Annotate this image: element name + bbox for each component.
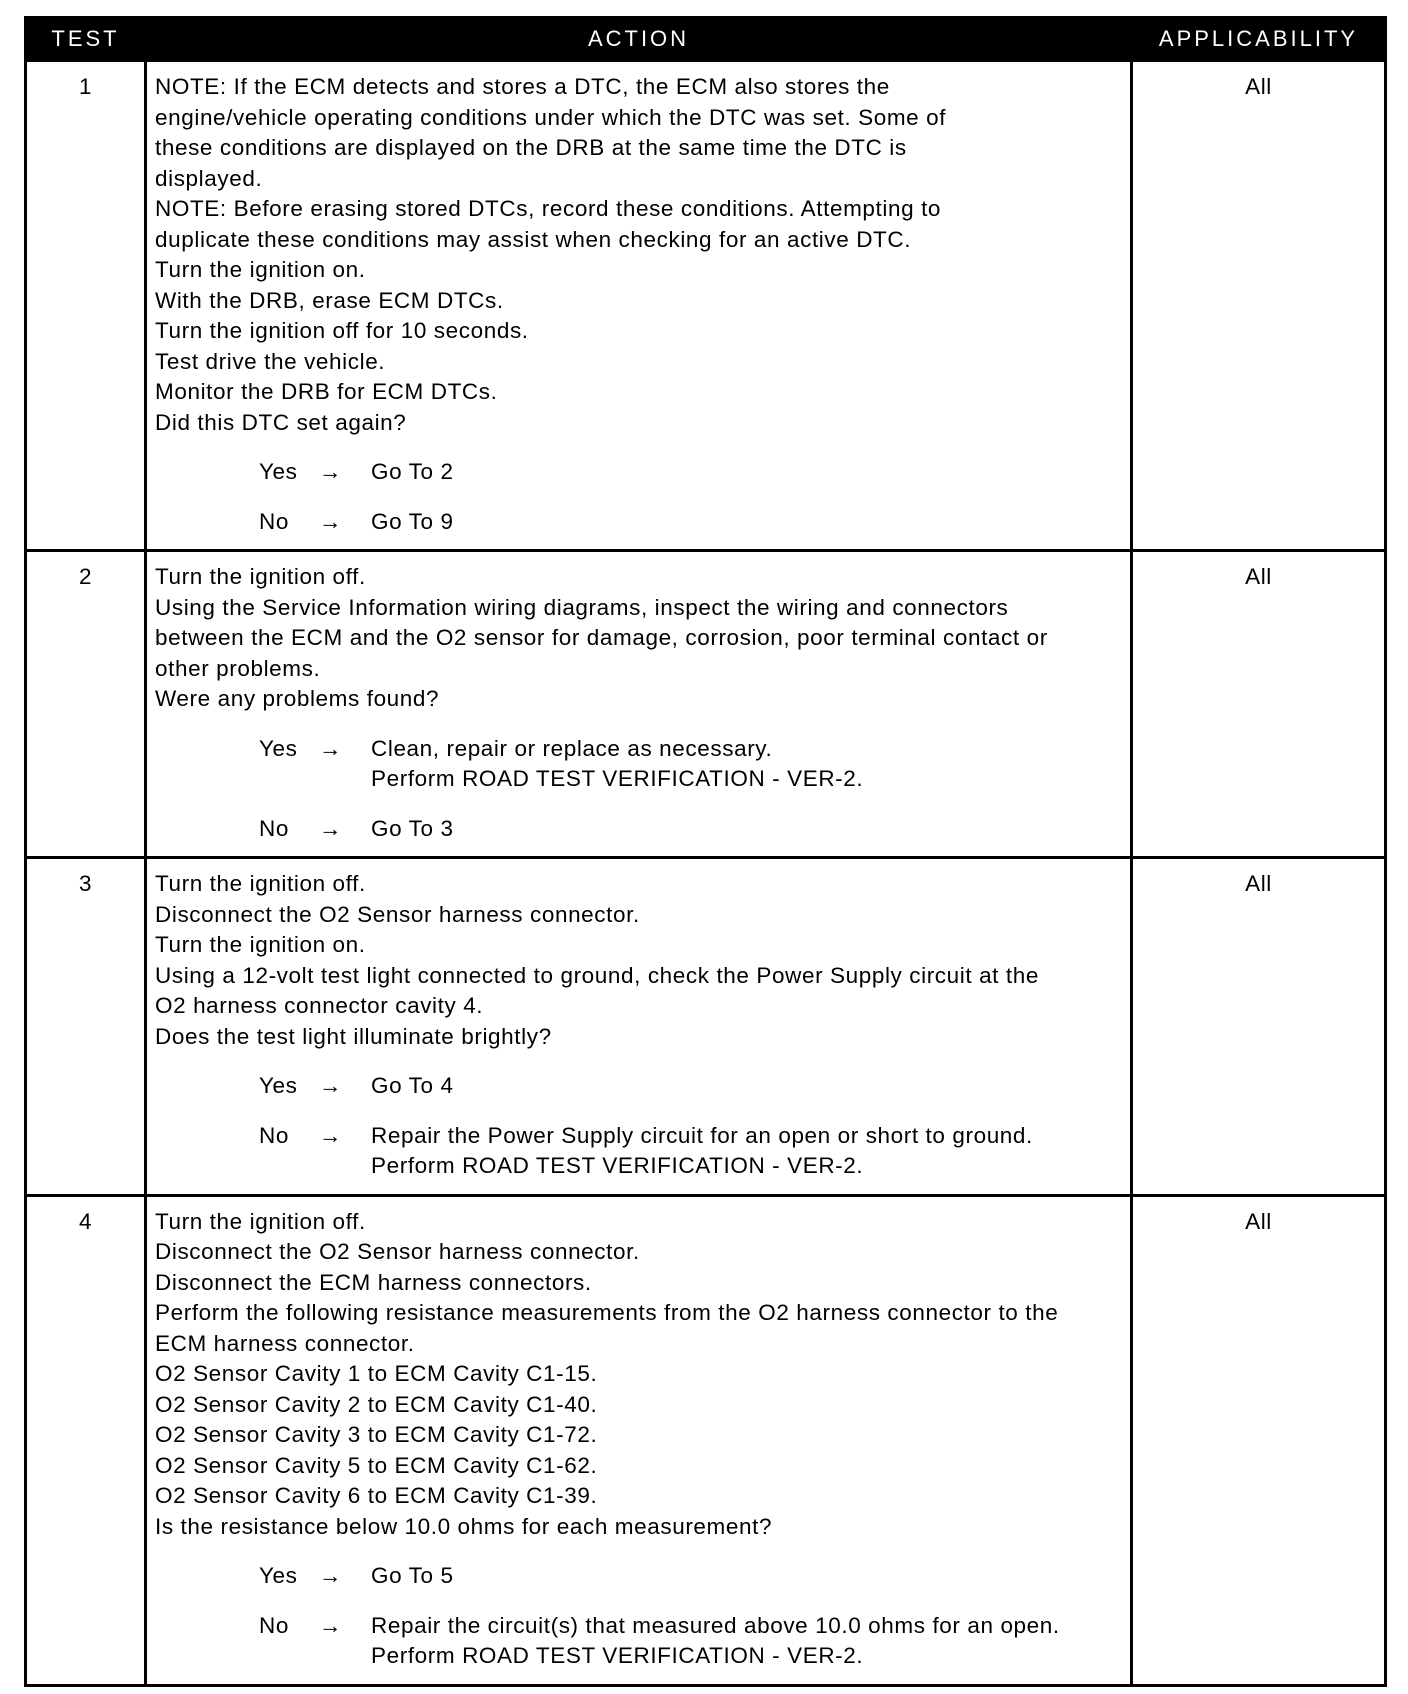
branch-result	[371, 1561, 1124, 1592]
diagnostic-test-table	[24, 16, 1387, 1687]
applicability-cell: All	[1132, 61, 1386, 551]
branch-result	[371, 1611, 1124, 1672]
table-row	[26, 551, 1386, 858]
test-number: 4	[26, 1195, 146, 1685]
branch-result-line: Go To 5	[371, 1563, 454, 1588]
test-number: 3	[26, 858, 146, 1196]
applicability-cell: All	[1132, 551, 1386, 858]
action-line: between the ECM and the O2 sensor for damage, corrosion, poor terminal contact or	[155, 625, 1048, 650]
branch-result-line: Perform ROAD TEST VERIFICATION - VER-2.	[371, 1643, 864, 1668]
action-line: O2 Sensor Cavity 1 to ECM Cavity C1-15.	[155, 1361, 598, 1386]
action-line: O2 Sensor Cavity 2 to ECM Cavity C1-40.	[155, 1391, 598, 1417]
branch-result	[371, 1071, 1124, 1102]
action-line: Turn the ignition on.	[155, 257, 366, 282]
branch-result-line: Go To 2	[371, 459, 454, 484]
branch-result-line: Repair the Power Supply circuit for an open or short to ground.	[371, 1122, 1033, 1148]
action-line: Disconnect the ECM harness connectors.	[155, 1269, 592, 1295]
arrow-icon: →	[319, 815, 343, 841]
branch-result-line: Perform ROAD TEST VERIFICATION - VER-2.	[371, 766, 864, 791]
action-line: Disconnect the O2 Sensor harness connector.	[155, 901, 640, 927]
action-line: NOTE: If the ECM detects and stores a DTC, the ECM also stores the	[155, 74, 890, 99]
table-row	[26, 858, 1386, 1196]
branch-result-line: Repair the circuit(s) that measured above 10.0 ohms for an open.	[371, 1612, 1060, 1638]
table-row	[26, 1195, 1386, 1685]
action-cell	[146, 551, 1132, 858]
arrow-icon: →	[319, 459, 343, 484]
decision-branch	[259, 734, 1124, 795]
branch-label: Yes	[259, 1563, 298, 1588]
decision-branch	[259, 814, 1124, 845]
action-line: Perform the following resistance measurements from the O2 harness connector to the	[155, 1300, 1059, 1325]
branch-result-line: Go To 9	[371, 508, 454, 534]
applicability-cell: All	[1132, 1195, 1386, 1685]
action-cell	[146, 858, 1132, 1196]
action-cell	[146, 61, 1132, 551]
branch-label: No	[259, 508, 289, 534]
arrow-icon: →	[319, 1563, 343, 1588]
action-line: Did this DTC set again?	[155, 409, 407, 435]
action-line: O2 Sensor Cavity 6 to ECM Cavity C1-39.	[155, 1483, 598, 1508]
branch-result	[371, 814, 1124, 845]
action-line: NOTE: Before erasing stored DTCs, record these conditions. Attempting to	[155, 196, 942, 221]
test-number: 1	[26, 61, 146, 551]
header-applicability: APPLICABILITY	[1132, 18, 1386, 61]
branch-result-line: Go To 4	[371, 1073, 454, 1098]
decision-branch	[259, 1611, 1124, 1672]
decision-branch	[259, 457, 1124, 488]
decision-branch	[259, 507, 1124, 538]
action-line: Is the resistance below 10.0 ohms for each measurement?	[155, 1513, 773, 1539]
action-line: Turn the ignition off.	[155, 1208, 366, 1234]
branch-label: Yes	[259, 459, 298, 484]
action-line: O2 Sensor Cavity 3 to ECM Cavity C1-72.	[155, 1422, 598, 1447]
branch-result	[371, 734, 1124, 795]
branch-result-line: Clean, repair or replace as necessary.	[371, 735, 773, 761]
branch-label: Yes	[259, 735, 298, 761]
action-line: ECM harness connector.	[155, 1330, 415, 1356]
branch-result	[371, 457, 1124, 488]
table-header-row	[26, 18, 1386, 61]
arrow-icon: →	[319, 1612, 343, 1638]
action-line: engine/vehicle operating conditions under which the DTC was set. Some of	[155, 104, 947, 130]
action-line: Using a 12-volt test light connected to ground, check the Power Supply circuit at the	[155, 962, 1039, 988]
action-line: Turn the ignition off for 10 seconds.	[155, 318, 529, 343]
action-line: Turn the ignition on.	[155, 932, 366, 957]
action-line: duplicate these conditions may assist when checking for an active DTC.	[155, 226, 912, 252]
table-row	[26, 61, 1386, 551]
arrow-icon: →	[319, 1073, 343, 1098]
action-line: Disconnect the O2 Sensor harness connector.	[155, 1239, 640, 1264]
branch-label: Yes	[259, 1073, 298, 1098]
action-line: Test drive the vehicle.	[155, 348, 386, 374]
table-body	[26, 61, 1386, 1686]
decision-branch	[259, 1561, 1124, 1592]
action-line: Turn the ignition off.	[155, 564, 366, 589]
branch-result-line: Perform ROAD TEST VERIFICATION - VER-2.	[371, 1153, 864, 1178]
action-line: O2 harness connector cavity 4.	[155, 993, 484, 1018]
action-line: displayed.	[155, 165, 263, 191]
header-test: TEST	[26, 18, 146, 61]
arrow-icon: →	[319, 508, 343, 534]
action-line: these conditions are displayed on the DRB at the same time the DTC is	[155, 135, 907, 160]
arrow-icon: →	[319, 735, 343, 761]
branch-result	[371, 507, 1124, 538]
action-line: With the DRB, erase ECM DTCs.	[155, 287, 504, 313]
test-number: 2	[26, 551, 146, 858]
branch-label: No	[259, 1122, 289, 1148]
branch-label: No	[259, 1612, 289, 1638]
applicability-cell: All	[1132, 858, 1386, 1196]
action-cell	[146, 1195, 1132, 1685]
branch-result-line: Go To 3	[371, 815, 454, 841]
branch-result	[371, 1121, 1124, 1182]
arrow-icon: →	[319, 1122, 343, 1148]
action-line: Does the test light illuminate brightly?	[155, 1023, 552, 1049]
decision-branch	[259, 1121, 1124, 1182]
branch-label: No	[259, 815, 289, 841]
action-line: Turn the ignition off.	[155, 871, 366, 896]
action-line: Monitor the DRB for ECM DTCs.	[155, 379, 498, 404]
diagnostic-test-document	[24, 16, 1384, 1687]
decision-branch	[259, 1071, 1124, 1102]
action-line: O2 Sensor Cavity 5 to ECM Cavity C1-62.	[155, 1452, 598, 1478]
action-line: Were any problems found?	[155, 686, 440, 711]
action-line: Using the Service Information wiring diagrams, inspect the wiring and connectors	[155, 594, 1009, 620]
action-line: other problems.	[155, 655, 321, 681]
header-action: ACTION	[146, 18, 1132, 61]
